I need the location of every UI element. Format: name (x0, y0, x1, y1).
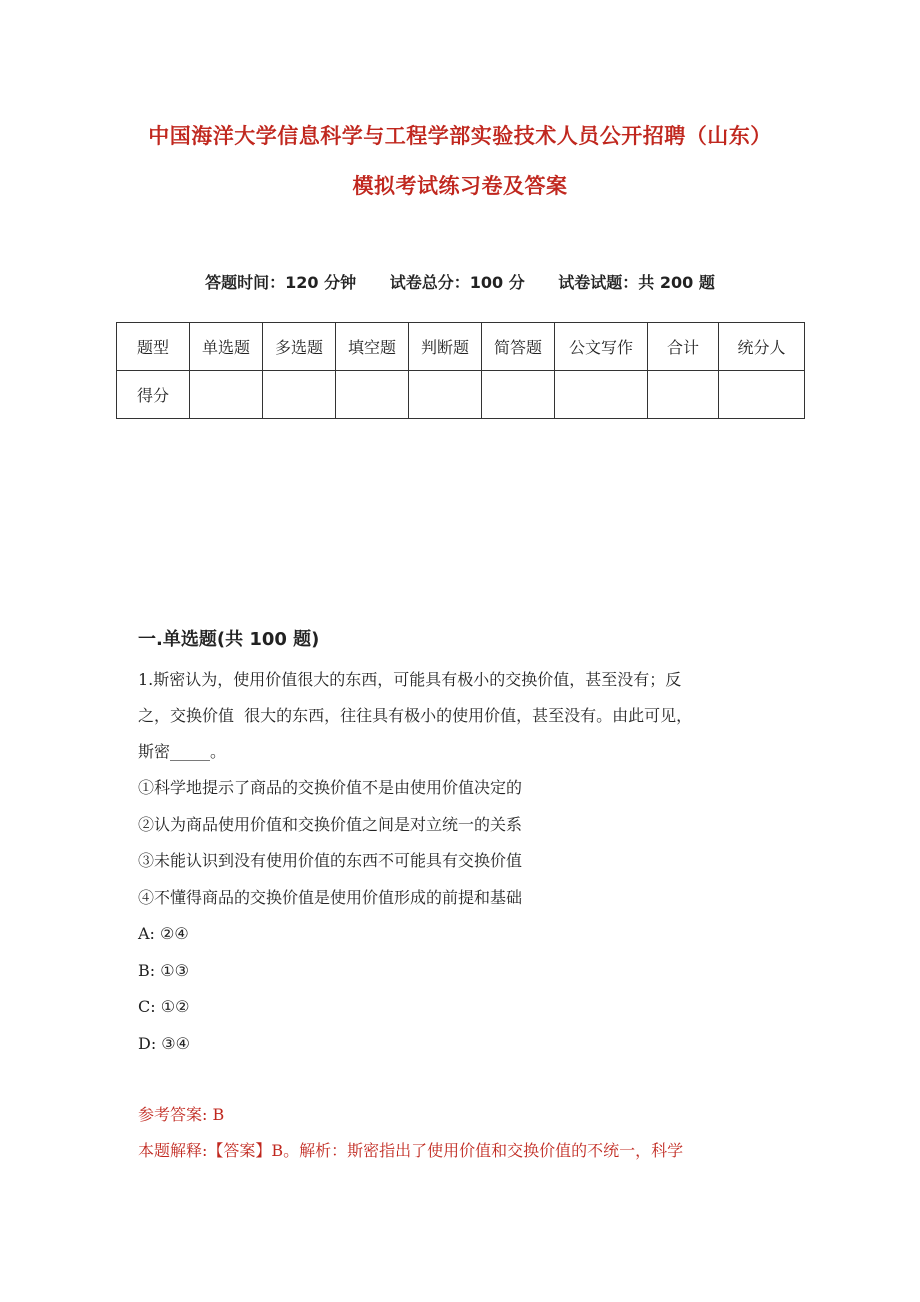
score-header-cell: 判断题 (409, 323, 482, 371)
option-d: D: ③④ (138, 1033, 190, 1053)
question-line: 斯密_____。 (138, 742, 227, 761)
exam-question-count: 试卷试题：共 200 题 (558, 273, 715, 292)
score-cell (719, 371, 805, 419)
question-choices (138, 770, 778, 1062)
score-table (116, 322, 805, 419)
score-cell (336, 371, 409, 419)
score-cell (409, 371, 482, 419)
exam-time: 答题时间：120 分钟 (205, 273, 357, 292)
score-cell (263, 371, 336, 419)
answer-explanation: 本题解释:【答案】B。解析：斯密指出了使用价值和交换价值的不统一，科学 (138, 1141, 684, 1160)
section-heading: 一.单选题(共 100 题) (138, 629, 320, 650)
score-row-label: 得分 (117, 371, 190, 419)
score-header-cell: 简答题 (482, 323, 555, 371)
statement-item: ②认为商品使用价值和交换价值之间是对立统一的关系 (138, 814, 523, 834)
reference-answer: 参考答案: B (138, 1105, 225, 1124)
question-line: 1.斯密认为，使用价值很大的东西，可能具有极小的交换价值，甚至没有；反 (138, 670, 682, 689)
exam-total-score: 试卷总分：100 分 (389, 273, 525, 292)
score-header-cell: 多选题 (263, 323, 336, 371)
document-title-line-2: 模拟考试练习卷及答案 (352, 174, 568, 198)
option-a: A: ②④ (138, 924, 189, 943)
score-table-header-row (117, 323, 805, 371)
score-table-score-row (117, 371, 805, 419)
score-header-cell: 题型 (117, 323, 190, 371)
score-cell (482, 371, 555, 419)
score-header-cell: 合计 (648, 323, 719, 371)
statement-item: ①科学地提示了商品的交换价值不是由使用价值决定的 (138, 778, 523, 797)
score-cell (648, 371, 719, 419)
statement-item: ④不懂得商品的交换价值是使用价值形成的前提和基础 (138, 887, 523, 907)
exam-meta (0, 270, 920, 293)
score-header-cell: 单选题 (190, 323, 263, 371)
question-stem (138, 662, 778, 770)
statement-item: ③未能认识到没有使用价值的东西不可能具有交换价值 (138, 851, 523, 870)
score-cell (555, 371, 648, 419)
document-title-line-1: 中国海洋大学信息科学与工程学部实验技术人员公开招聘（山东） (148, 124, 772, 148)
score-cell (190, 371, 263, 419)
score-header-cell: 填空题 (336, 323, 409, 371)
score-header-cell: 统分人 (719, 323, 805, 371)
score-header-cell: 公文写作 (555, 323, 648, 371)
question-line: 之，交换价值 很大的东西，往往具有极小的使用价值，甚至没有。由此可见， (138, 706, 693, 725)
option-c: C: ①② (138, 997, 190, 1016)
option-b: B: ①③ (138, 960, 189, 980)
